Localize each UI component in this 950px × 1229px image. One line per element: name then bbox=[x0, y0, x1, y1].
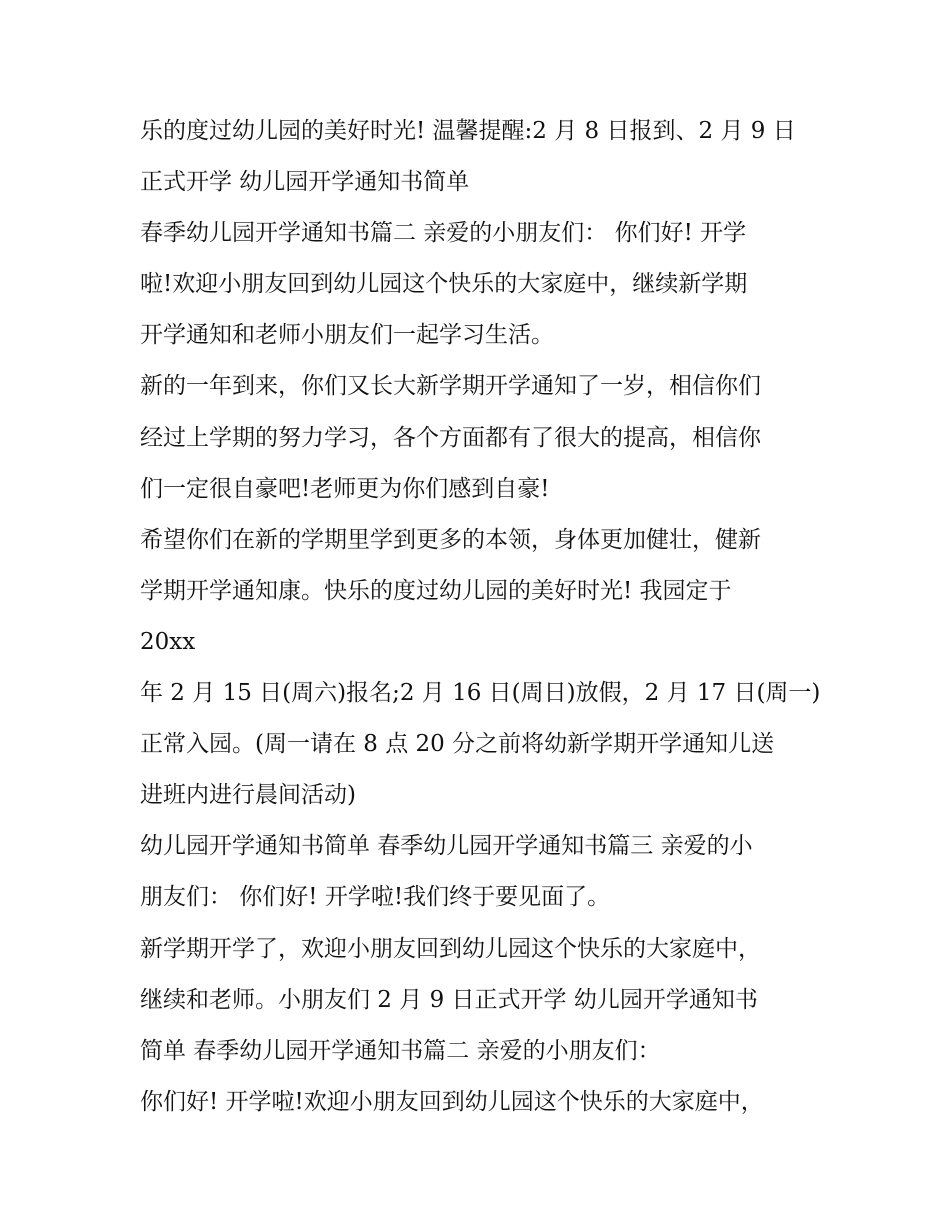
text-line: 进班内进行晨间活动) bbox=[140, 782, 356, 809]
text-line: 开学通知和老师小朋友们一起学习生活。 bbox=[140, 322, 554, 349]
text-line: 20xx bbox=[140, 628, 196, 655]
text-line: 幼儿园开学通知书简单 春季幼儿园开学通知书篇三 亲爱的小 bbox=[140, 833, 753, 860]
text-line: 新学期开学了，欢迎小朋友回到幼儿园这个快乐的大家庭中， bbox=[140, 935, 761, 962]
text-line: 乐的度过幼儿园的美好时光! 温馨提醒:2 月 8 日报到、2 月 9 日 bbox=[140, 118, 796, 144]
document-body bbox=[140, 108, 820, 1130]
text-line: 们一定很自豪吧!老师更为你们感到自豪! bbox=[140, 475, 550, 502]
text-line: 简单 春季幼儿园开学通知书篇二 亲爱的小朋友们： bbox=[140, 1037, 661, 1064]
text-line: 年 2 月 15 日(周六)报名;2 月 16 日(周日)放假，2 月 17 日(周一) bbox=[140, 680, 821, 707]
text-line: 你们好! 开学啦!欢迎小朋友回到幼儿园这个快乐的大家庭中， bbox=[140, 1088, 764, 1115]
text-line: 新的一年到来，你们又长大新学期开学通知了一岁，相信你们 bbox=[140, 373, 761, 400]
text-line: 春季幼儿园开学通知书篇二 亲爱的小朋友们： 你们好! 开学 bbox=[140, 220, 747, 247]
text-line: 啦!欢迎小朋友回到幼儿园这个快乐的大家庭中，继续新学期 bbox=[140, 271, 748, 298]
text-line: 正常入园。(周一请在 8 点 20 分之前将幼新学期开学通知儿送 bbox=[140, 731, 775, 758]
text-line: 正式开学 幼儿园开学通知书简单 bbox=[140, 169, 470, 196]
text-line: 经过上学期的努力学习，各个方面都有了很大的提高，相信你 bbox=[140, 424, 761, 451]
text-line: 学期开学通知康。快乐的度过幼儿园的美好时光! 我园定于 bbox=[140, 577, 732, 604]
text-line: 希望你们在新的学期里学到更多的本领，身体更加健壮，健新 bbox=[140, 526, 761, 553]
text-line: 继续和老师。小朋友们 2 月 9 日正式开学 幼儿园开学通知书 bbox=[140, 986, 758, 1013]
text-line: 朋友们： 你们好! 开学啦!我们终于要见面了。 bbox=[140, 884, 611, 911]
